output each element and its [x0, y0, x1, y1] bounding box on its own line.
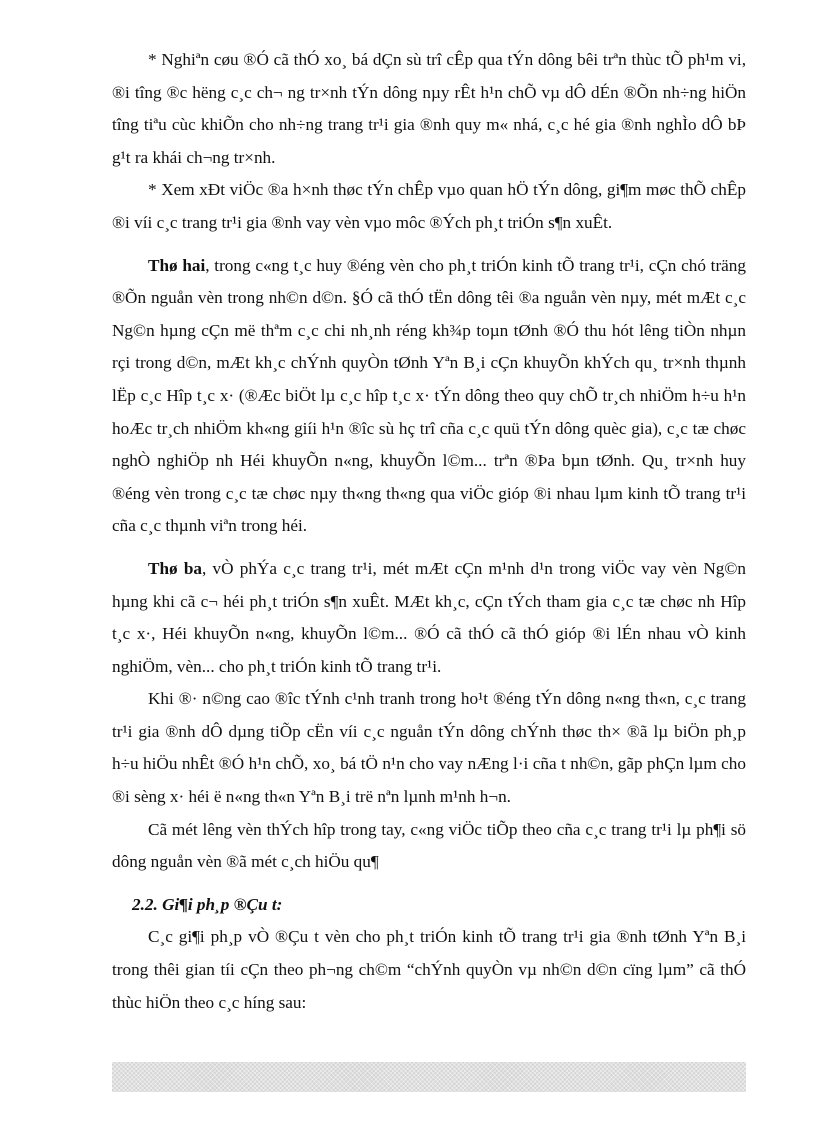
- paragraph-lead: Thø ba: [148, 558, 203, 578]
- paragraph-5: [112, 683, 746, 813]
- paragraph-2: [112, 174, 746, 239]
- paragraph-text: Khi ®· n©ng cao ®îc tÝnh c¹nh tranh trong ho¹t ®éng tÝn dông n«ng th«n, c¸c trang tr¹i gia ®nh dÔ dµng tiÕp cËn víi c¸c nguån tÝn dông chÝnh thøc th× ®ã lµ biÖn ph¸p h÷u hiÖu nhÊt ®Ó h¹n chÕ, xo¸ bá tÖ n¹n cho vay nÆng l·i cña t nh©n, gãp phÇn lµm cho ®i sèng x· héi ë n«ng th«n Yªn B¸i trë nªn lµnh m¹nh h¬n.: [112, 689, 746, 807]
- paragraph-text: , trong c«ng t¸c huy ®éng vèn cho ph¸t triÓn kinh tÕ trang tr¹i, cÇn chó träng ®Õn nguån vèn trong nh©n d©n. §Ó cã thÓ tËn dông têi ®a nguån vèn nµy, mét mÆt c¸c Ng©n hµng cÇn më thªm c¸c chi nh¸nh réng kh¾p toµn tØnh ®Ó thu hót lêng tiÒn nhµn rçi trong d©n, mÆt kh¸c chÝnh quyÒn tØnh Yªn B¸i cÇn khuyÕn khÝch qu¸ tr×nh thµnh lËp c¸c Hîp t¸c x· (®Æc biÖt lµ c¸c hîp t¸c x· tÝn dông theo quy chÕ tr¸ch nhiÖm h÷u h¹n hoÆc tr¸ch nhiÖm kh«ng giíi h¹n ®îc sù hç trî cña c¸c quü tÝn dông quèc gia), c¸c tæ chøc nghÒ nghiÖp nh Héi khuyÕn n«ng, khuyÕn l©m... trªn ®Þa bµn tØnh. Qu¸ tr×nh huy ®éng vèn trong c¸c tæ chøc nµy th«ng th«ng qua viÖc gióp ®i nhau lµm kinh tÕ trang tr¹i cña c¸c thµnh viªn trong héi.: [112, 255, 746, 536]
- paragraph-text: Cã mét lêng vèn thÝch hîp trong tay, c«ng viÖc tiÕp theo cña c¸c trang tr¹i lµ ph¶i sö dông nguån vèn ®ã mét c¸ch hiÖu qu¶: [112, 819, 746, 872]
- closing-paragraph: C¸c gi¶i ph¸p vÒ ®Çu t vèn cho ph¸t triÓn kinh tÕ trang tr¹i gia ®nh tØnh Yªn B¸i trong thêi gian tíi cÇn theo ph¬ng ch©m “chÝnh quyÒn vµ nh©n d©n cïng lµm” cã thÓ thùc hiÖn theo c¸c híng sau:: [112, 927, 746, 1012]
- paragraph-4: [112, 553, 746, 683]
- section-heading: 2.2. Gi¶i ph¸p ®Çu t:: [132, 894, 283, 914]
- paragraph-3: [112, 250, 746, 543]
- paragraph-6: [112, 814, 746, 879]
- paragraph-1: [112, 44, 746, 174]
- footer-bar: [112, 1062, 746, 1092]
- paragraph-lead: Thø hai: [148, 255, 206, 275]
- paragraph-text: * Nghiªn cøu ®Ó cã thÓ xo¸ bá dÇn sù trî cÊp qua tÝn dông bêi trªn thùc tÕ ph¹m vi, ®i tîng ®c hëng c¸c ch¬ ng tr×nh tÝn dông nµy rÊt h¹n chÕ vµ dÔ dÉn ®Õn nh÷ng hiÖn tîng tiªu cùc khiÕn cho nh÷ng trang tr¹i gia ®nh quy m« nhá, c¸c hé gia ®nh nghÌo dÔ bÞ g¹t ra khái ch¬ng tr×nh.: [112, 50, 746, 167]
- paragraph-text: , vÒ phÝa c¸c trang tr¹i, mét mÆt cÇn m¹nh d¹n trong viÖc vay vèn Ng©n hµng khi cã c¬ héi ph¸t triÓn s¶n xuÊt. MÆt kh¸c, cÇn tÝch tham gia c¸c tæ chøc nh Hîp t¸c x·, Héi khuyÕn n«ng, khuyÕn l©m... ®Ó cã thÓ cã thÓ gióp ®i lÉn nhau vÒ kinh nghiÖm, vèn... cho ph¸t triÓn kinh tÕ trang tr¹i.: [112, 558, 746, 676]
- paragraph-text: * Xem xÐt viÖc ®a h×nh thøc tÝn chÊp vµo quan hÖ tÝn dông, gi¶m møc thÕ chÊp ®i víi c¸c trang tr¹i gia ®nh vay vèn vµo môc ®Ých ph¸t triÓn s¶n xuÊt.: [112, 180, 746, 232]
- body-text: [112, 44, 746, 1019]
